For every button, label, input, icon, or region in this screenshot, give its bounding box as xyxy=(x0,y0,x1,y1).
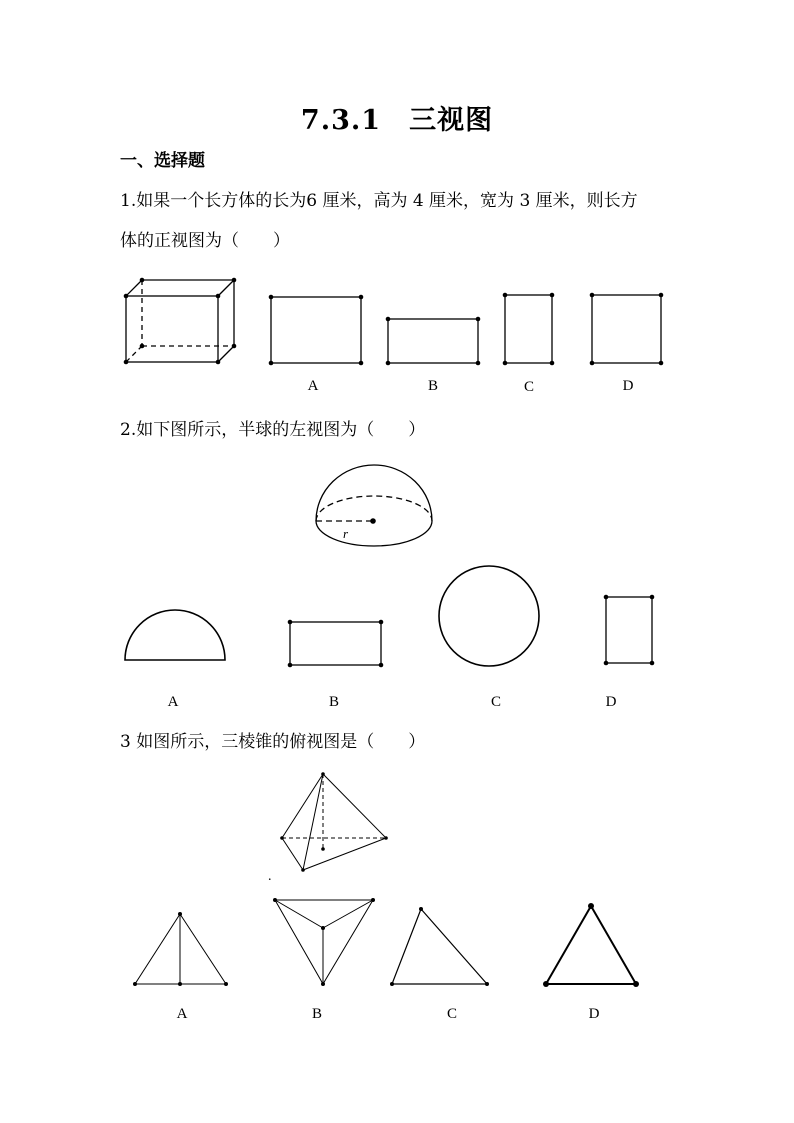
q3-option-b-figure xyxy=(273,898,375,986)
q1-option-c-label: C xyxy=(523,379,535,395)
q2-hemisphere-figure xyxy=(316,465,432,546)
q2-option-b-figure xyxy=(288,620,384,668)
q1-option-d-label: D xyxy=(622,378,634,394)
q2-option-a-figure xyxy=(125,610,225,660)
question-3-text: 3 如图所示，三棱锥的俯视图是（ ） xyxy=(120,732,426,752)
q3-option-d-figure xyxy=(543,903,639,987)
page-title: 7.3.1 三视图 xyxy=(300,105,494,136)
q2-option-b-label: B xyxy=(328,694,340,710)
question-2-text: 2.如下图所示，半球的左视图为（ ） xyxy=(120,420,426,440)
q1-option-a-label: A xyxy=(307,378,319,394)
q1-option-b-figure xyxy=(386,317,481,366)
q3-option-d-label: D xyxy=(588,1006,600,1022)
q2-option-d-figure xyxy=(604,595,655,666)
section-heading: 一、选择题 xyxy=(120,151,205,171)
q3-option-c-figure xyxy=(390,907,489,986)
q3-pyramid-figure xyxy=(280,772,388,872)
q3-option-a-figure xyxy=(133,912,228,986)
radius-label: r xyxy=(343,526,349,541)
q3-stray-dot: . xyxy=(268,869,272,884)
question-1-line-2: 体的正视图为（ ） xyxy=(120,231,290,251)
q3-option-b-label: B xyxy=(311,1006,323,1022)
q1-option-b-label: B xyxy=(427,378,439,394)
q1-cuboid-figure xyxy=(124,278,237,365)
q1-option-d-figure xyxy=(590,293,664,366)
question-1-line-1: 1.如果一个长方体的长为6 厘米，高为 4 厘米，宽为 3 厘米，则长方 xyxy=(120,191,638,211)
q1-option-c-figure xyxy=(503,293,555,366)
q2-option-c-figure xyxy=(439,566,539,666)
q2-option-d-label: D xyxy=(605,694,617,710)
q3-option-c-label: C xyxy=(446,1006,458,1022)
q3-option-a-label: A xyxy=(176,1006,188,1022)
q2-option-c-label: C xyxy=(490,694,502,710)
q1-option-a-figure xyxy=(269,295,364,366)
q2-option-a-label: A xyxy=(167,694,179,710)
